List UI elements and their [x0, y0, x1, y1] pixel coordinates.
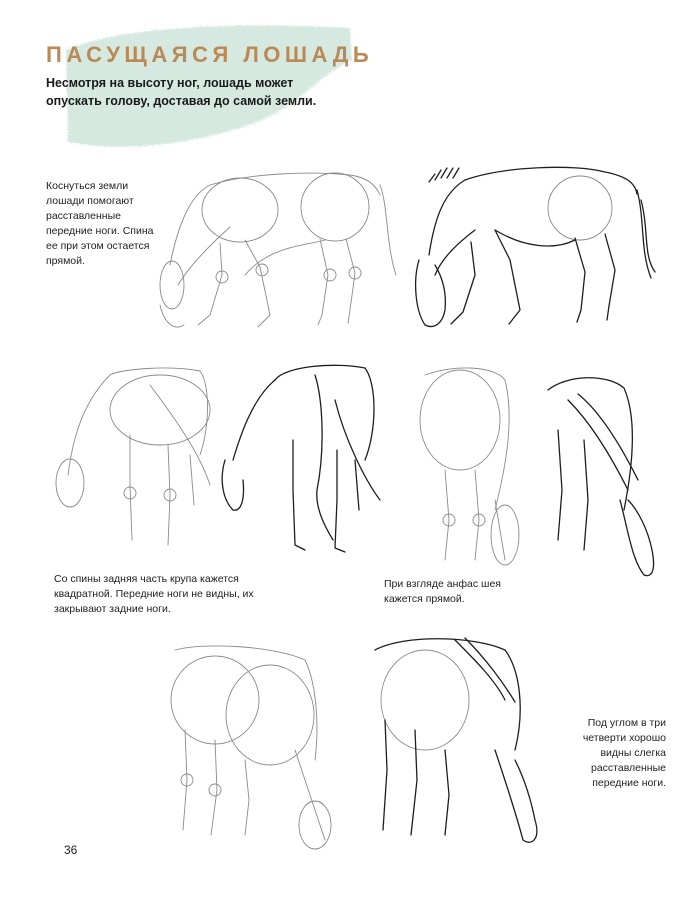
caption-three-quarter-view: Под углом в три четверти хорошо видны слегка расставленные передние ноги. — [582, 717, 666, 789]
horse-rear-finished-drawing — [215, 360, 390, 570]
horse-three-quarter-construction-sketch — [155, 640, 345, 860]
caption-rear-view: Со спины задняя часть крупа кажется квадратной. Передние ноги не видны, их закрывают задние ноги. — [54, 573, 254, 615]
page-number: 36 — [64, 843, 78, 857]
caption-side-view: Коснуться земли лошади помогают расставленные передние ноги. Спина ее при этом остается прямой. — [46, 180, 154, 267]
horse-three-quarter-finished-drawing — [355, 630, 545, 860]
caption-front-view: При взгляде анфас шея кажется прямой. — [384, 578, 501, 605]
page-title: ПАСУЩАЯСЯ ЛОШАДЬ — [46, 42, 374, 67]
horse-side-construction-sketch — [150, 165, 400, 345]
horse-front-finished-drawing — [528, 370, 658, 585]
horse-side-finished-drawing — [405, 160, 655, 345]
horse-front-construction-sketch — [405, 360, 525, 580]
horse-rear-construction-sketch — [50, 365, 220, 565]
intro-text: Несмотря на высоту ног, лошадь может опускать голову, доставая до самой земли. — [46, 76, 317, 108]
